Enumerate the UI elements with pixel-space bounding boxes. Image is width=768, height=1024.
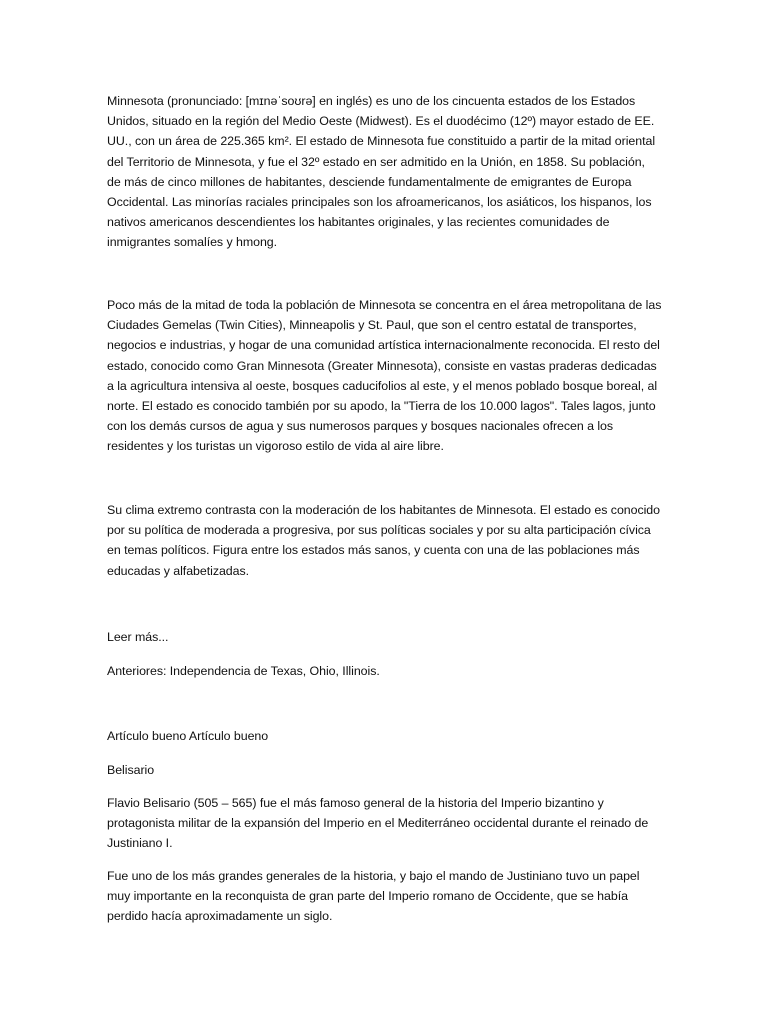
paragraph-minnesota-climate: Su clima extremo contrasta con la moderación de los habitantes de Minnesota. El estado es conocido por su política de moderada a progresiva, por sus políticas sociales y por su alta participación cívica en temas políticos. Figura entre los estados más sanos, y cuenta con una de las poblaciones más educadas y alfabetizadas.: [107, 503, 660, 578]
paragraph-minnesota-population: Poco más de la mitad de toda la población de Minnesota se concentra en el área metropolitana de las Ciudades Gemelas (Twin Cities), Minneapolis y St. Paul, que son el centro estatal de transportes, negocios e industrias, y hogar de una comunidad artística internacionalmente reconocida. El resto del estado, conocido como Gran Minnesota (Greater Minnesota), consiste en vastas praderas dedicadas a la agricultura intensiva al oeste, bosques caducifolios al este, y el menos poblado bosque boreal, al norte. El estado es conocido también por su apodo, la "Tierra de los 10.000 lagos". Tales lagos, junto con los demás cursos de agua y sus numerosos parques y bosques nacionales ofrecen a los residentes y los turistas un vigoroso estilo de vida al aire libre.: [107, 298, 662, 454]
previous-articles-text: Anteriores: Independencia de Texas, Ohio, Illinois.: [107, 664, 380, 678]
belisario-title: Belisario: [107, 763, 155, 777]
good-article-label: Artículo bueno Artículo bueno: [107, 729, 269, 743]
paragraph-belisario-career: Fue uno de los más grandes generales de la historia, y bajo el mando de Justiniano tuvo un papel muy importante en la reconquista de gran parte del Imperio romano de Occidente, que se había perdido hacía aproximadamente un siglo.: [107, 869, 640, 924]
paragraph-minnesota-intro: Minnesota (pronunciado: [mɪnəˈsoʊrə] en inglés) es uno de los cincuenta estados de los Estados Unidos, situado en la región del Medio Oeste (Midwest). Es el duodécimo (12º) mayor estado de EE. UU., con un área de 225.365 km². El estado de Minnesota fue constituido a partir de la mitad oriental del Territorio de Minnesota, y fue el 32º estado en ser admitido en la Unión, en 1858. Su población, de más de cinco millones de habitantes, desciende fundamentalmente de emigrantes de Europa Occidental. Las minorías raciales principales son los afroamericanos, los asiáticos, los hispanos, los nativos americanos descendientes los habitantes originales, y las recientes comunidades de inmigrantes somalíes y hmong.: [107, 94, 656, 250]
paragraph-belisario-intro: Flavio Belisario (505 – 565) fue el más famoso general de la historia del Imperio bizantino y protagonista militar de la expansión del Imperio en el Mediterráneo occidental durante el reinado de Justiniano I.: [107, 796, 649, 851]
read-more-text: Leer más...: [107, 630, 169, 644]
